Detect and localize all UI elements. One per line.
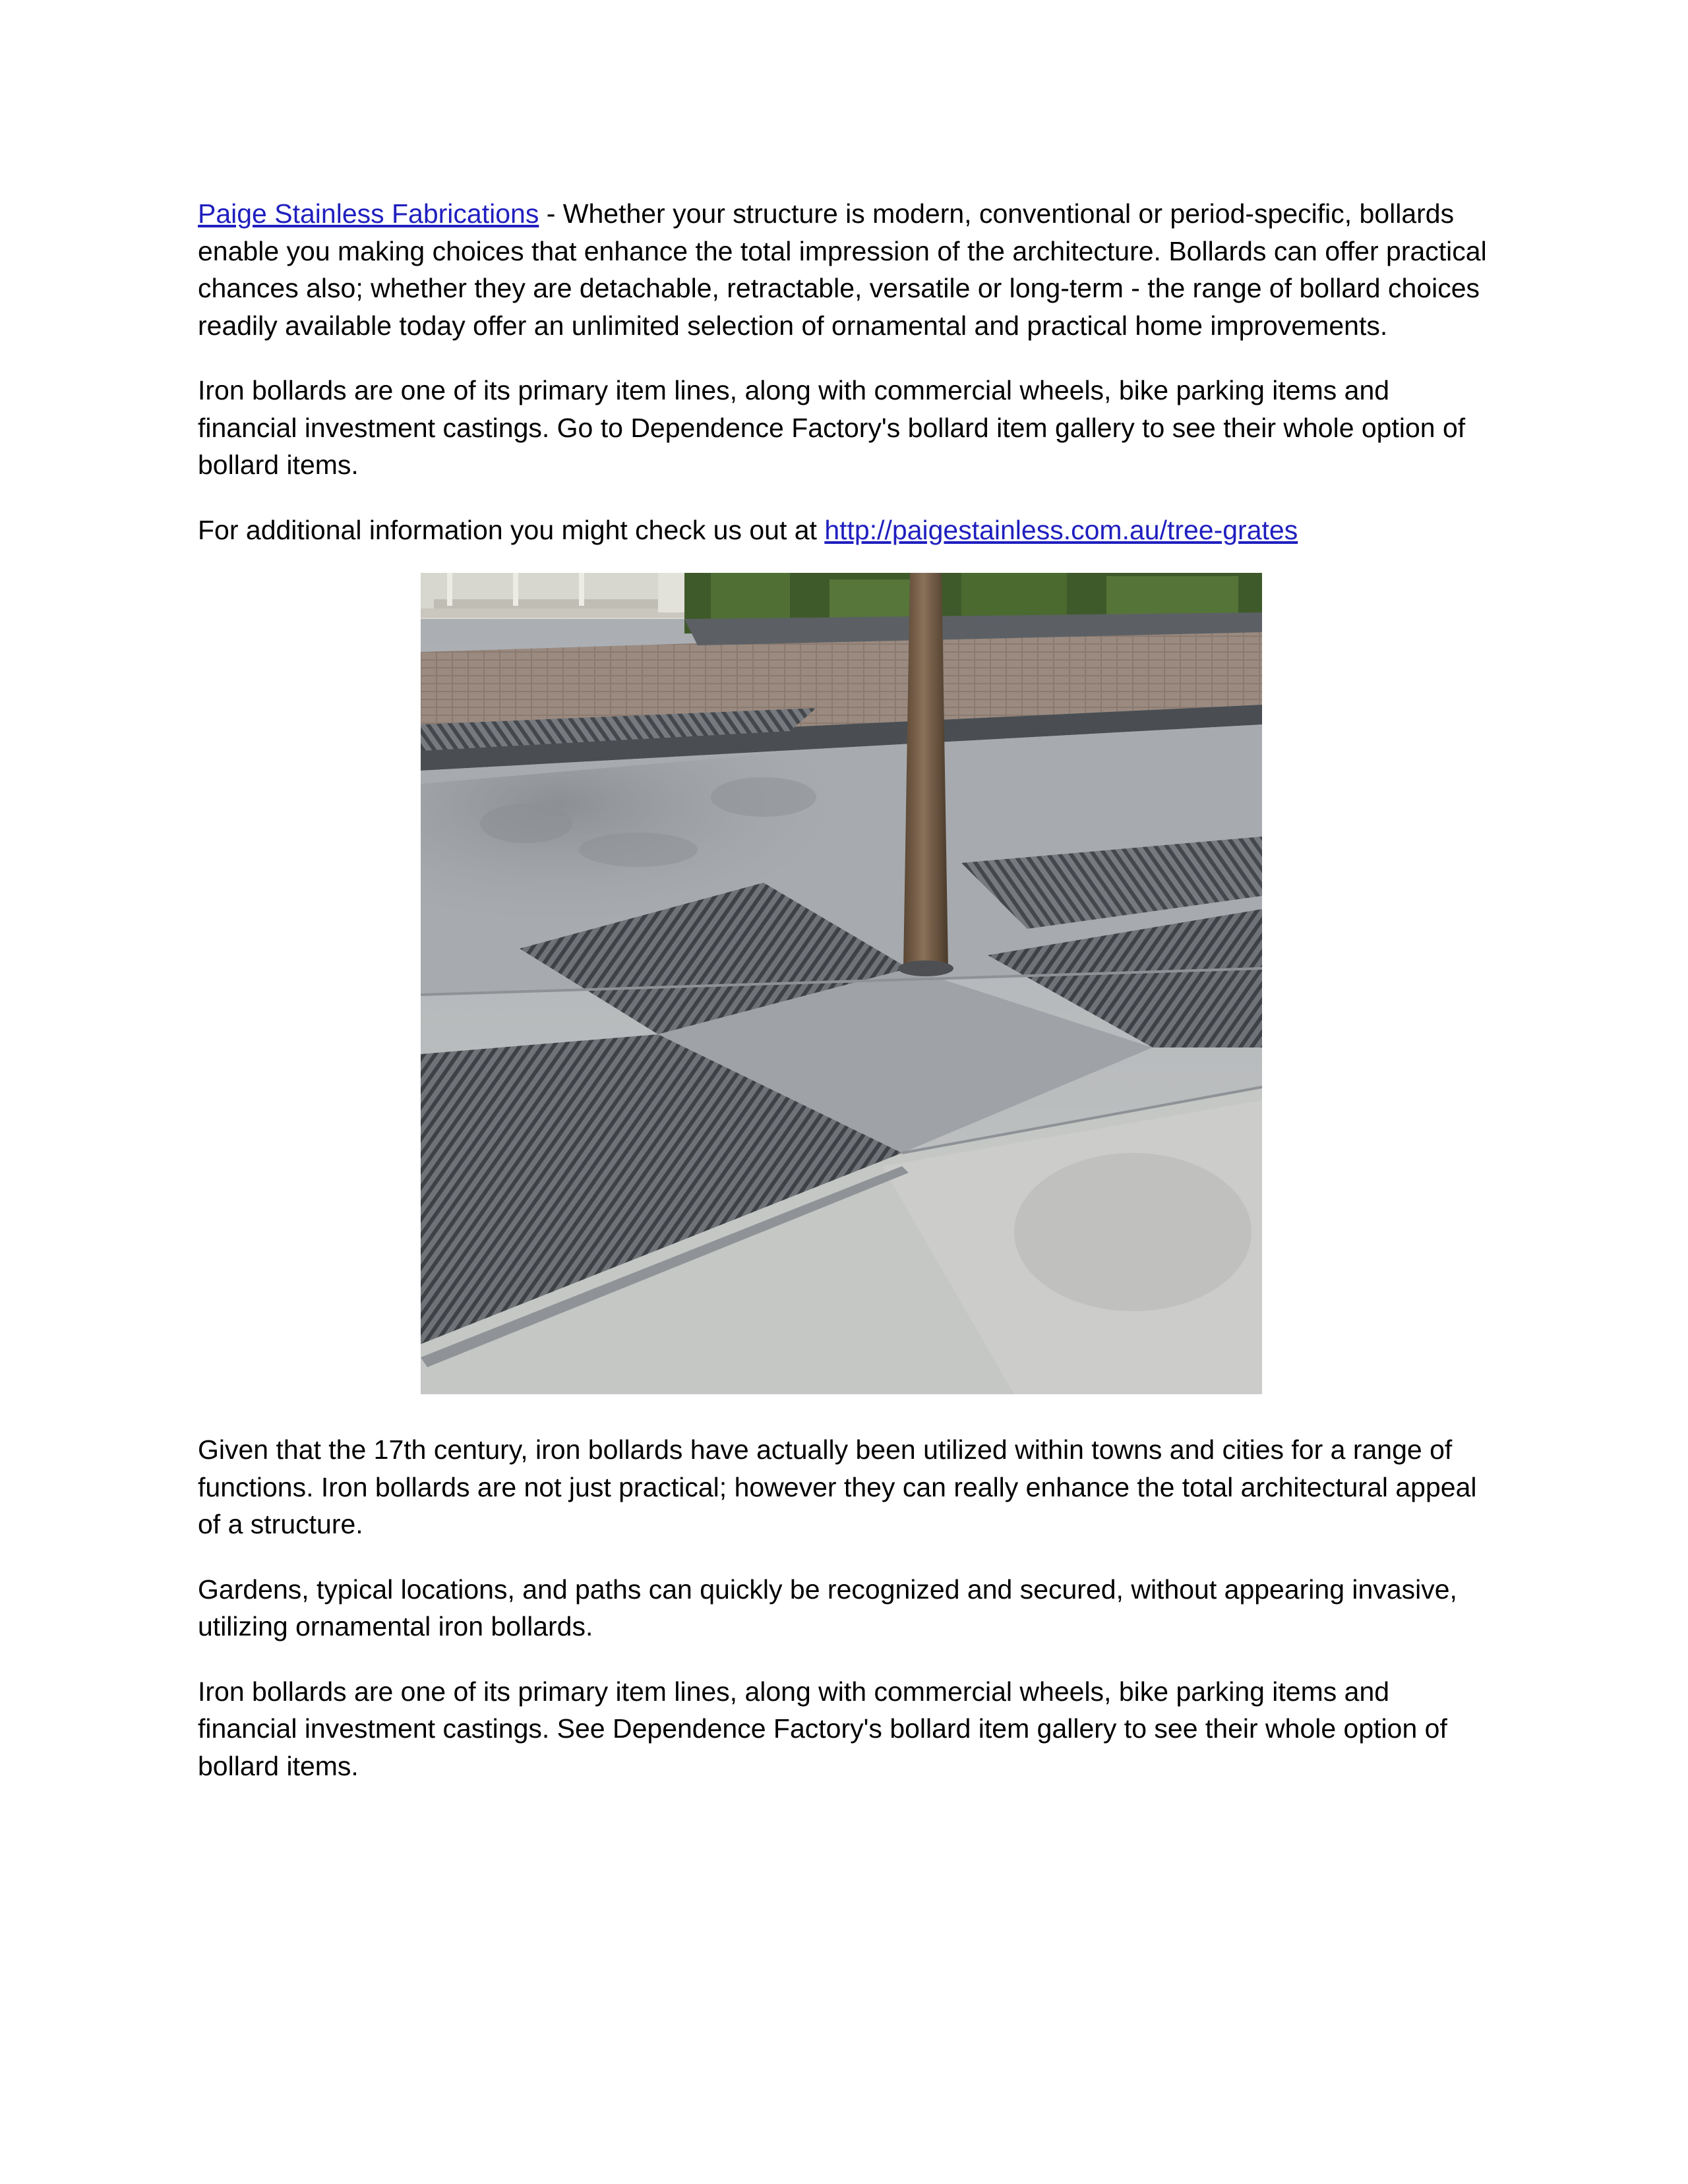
paragraph-product-lines: Iron bollards are one of its primary item lines, along with commercial wheels, bike parking items and financial investment castings. Go to Dependence Factory's bollard item gallery to see their whole option of bollard items. (198, 375, 1466, 480)
paragraph-product-lines-repeat: Iron bollards are one of its primary item lines, along with commercial wheels, bike parking items and financial investment castings. See Dependence Factory's bollard item gallery to see their whole option of bollard items. (198, 1676, 1447, 1781)
paige-stainless-link[interactable]: Paige Stainless Fabrications (198, 198, 539, 229)
tree-grate-illustration (421, 573, 1262, 1394)
paragraph-gardens: Gardens, typical locations, and paths can quickly be recognized and secured, without appearing invasive, utilizing ornamental iron bollards. (198, 1574, 1457, 1641)
paragraph-intro (198, 195, 1490, 344)
tree-grate-photo (421, 573, 1262, 1394)
paragraph-history: Given that the 17th century, iron bollards have actually been utilized within towns and cities for a range of functions. Iron bollards are not just practical; however they can really enhance the total architectural appeal of a structure. (198, 1434, 1477, 1539)
paragraph-intro-text: - Whether your structure is modern, conventional or period-specific, bollards enable you making choices that enhance the total impression of the architecture. Bollards can offer practical chances also; whether they are detachable, retractable, versatile or long-term - the range of bollard choices readily available today offer an unlimited selection of ornamental and practical home improvements. (198, 198, 1487, 341)
document-page (198, 195, 1490, 1812)
tree-grates-url-link[interactable]: http://paigestainless.com.au/tree-grates (824, 514, 1298, 545)
paragraph-more-info-text: For additional information you might check us out at (198, 514, 825, 545)
paragraph-more-info (198, 512, 1490, 549)
